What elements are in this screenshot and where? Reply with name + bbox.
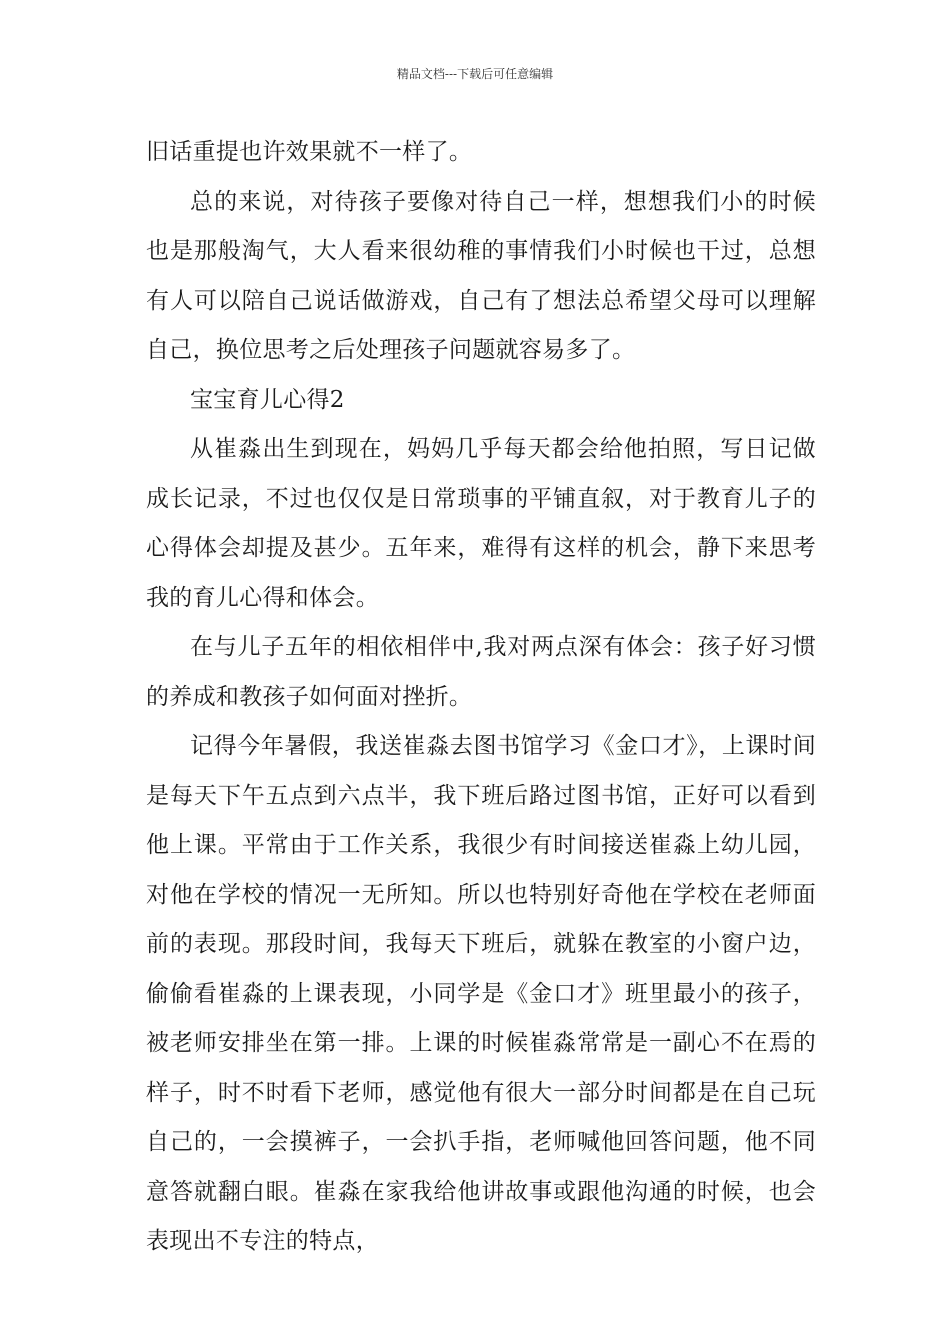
paragraph-5: 记得今年暑假，我送崔淼去图书馆学习《金口才》，上课时间是每天下午五点到六点半，我下班后路过图书馆，正好可以看到他上课。平常由于工作关系，我很少有时间接送崔淼上幼儿园，对他在学校的情况一无所知。所以也特别好奇他在学校在老师面前的表现。那段时间，我每天下班后，就躲在教室的小窗户边，偷偷看崔淼的上课表现，小同学是《金口才》班里最小的孩子，被老师安排坐在第一排。上课的时候崔淼常常是一副心不在焉的样子，时不时看下老师，感觉他有很大一部分时间都是在自己玩自己的，一会摸裤子，一会扒手指，老师喊他回答问题，他不同意答就翻白眼。崔淼在家我给他讲故事或跟他沟通的时候，也会表现出不专注的特点， xyxy=(146,733,816,1254)
page-header: 精品文档---下载后可任意编辑 xyxy=(396,67,554,81)
document-body xyxy=(146,128,816,1267)
section-heading: 宝宝育儿心得2 xyxy=(190,386,345,413)
paragraph-2: 总的来说，对待孩子要像对待自己一样，想想我们小的时候也是那般淘气，大人看来很幼稚的事情我们小时候也干过，总想有人可以陪自己说话做游戏，自己有了想法总希望父母可以理解自己，换位思考之后处理孩子问题就容易多了。 xyxy=(146,188,816,363)
paragraph-4: 在与儿子五年的相依相伴中,我对两点深有体会：孩子好习惯的养成和教孩子如何面对挫折。 xyxy=(146,634,816,710)
paragraph-1: 旧话重提也许效果就不一样了。 xyxy=(146,139,473,165)
paragraph-3: 从崔淼出生到现在，妈妈几乎每天都会给他拍照，写日记做成长记录，不过也仅仅是日常琐事的平铺直叙，对于教育儿子的心得体会却提及甚少。五年来，难得有这样的机会，静下来思考我的育儿心得和体会。 xyxy=(146,436,816,611)
